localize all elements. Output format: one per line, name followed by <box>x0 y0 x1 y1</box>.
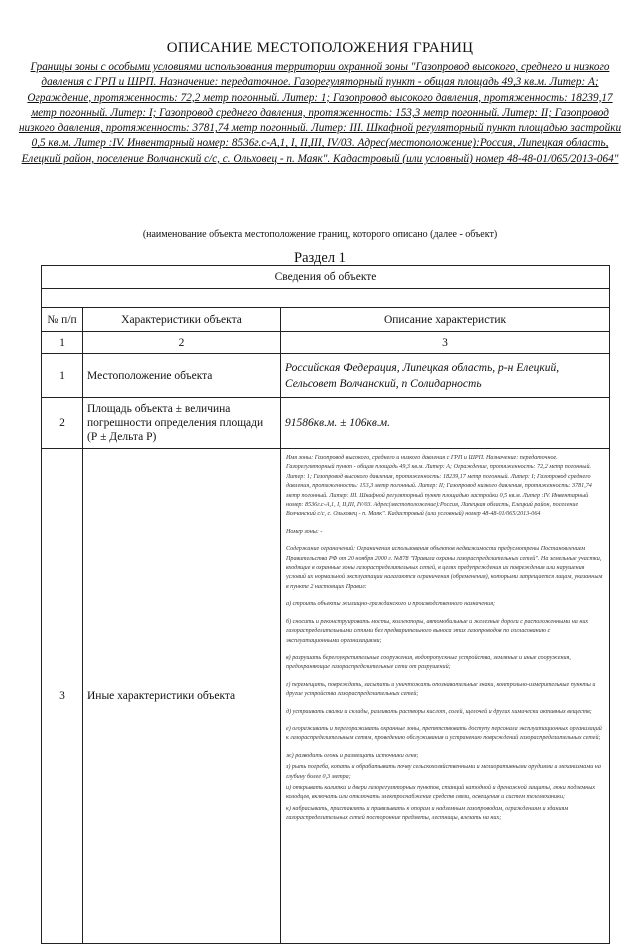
row-number: 2 <box>42 398 83 449</box>
restriction-item: з) рыть погреба, копать и обрабатывать почву сельскохозяйственными и мелиоративными орудиями и механизмами на глубину более 0,3 метра; <box>286 764 601 780</box>
column-number: 1 <box>42 332 83 354</box>
spacer-cell <box>42 289 610 308</box>
restriction-item: г) перемещать, повреждать, засыпать и уничтожать опознавательные знаки, контрольно-измерительные пункты и другие устройства газораспределительных сетей; <box>286 681 596 698</box>
section-title: Раздел 1 <box>294 250 346 266</box>
restriction-item: а) строить объекты жилищно-гражданского и производственного назначения; <box>286 601 496 608</box>
restriction-item: ж) разводить огонь и размещать источники огня; <box>286 752 419 759</box>
restriction-item: б) сносить и реконструировать мосты, коллекторы, автомобильные и железные дороги с расположенными на них газораспределительными сетями без предварительного выноса этих газопроводов по согласованию с эксплуатационными организациями; <box>286 618 589 644</box>
restriction-item: и) открывать калитки и двери газорегуляторных пунктов, станций катодной и дренажной защиты, люки подземных колодцев, включать или отключать электроснабжение средств связи, освещения и систем телемеханики; <box>286 784 596 801</box>
column-header-description: Описание характеристик <box>281 308 610 332</box>
restriction-item: е) огораживать и перегораживать охранные зоны, препятствовать доступу персонала эксплуатационных организаций к газораспределительным сетям, проведению обслуживания и устранению повреждений газораспределительных сетей; <box>286 725 602 742</box>
zone-number-paragraph: Номер зоны: - <box>286 528 323 535</box>
table-heading: Сведения об объекте <box>42 266 610 289</box>
characteristic-name: Иные характеристики объекта <box>83 449 281 944</box>
column-header-number: № п/п <box>42 308 83 332</box>
column-numbers-row <box>42 332 610 354</box>
object-caption: (наименование объекта местоположение границ, которого описано (далее - объект) <box>142 229 498 240</box>
column-header-characteristic: Характеристики объекта <box>83 308 281 332</box>
column-number: 2 <box>83 332 281 354</box>
characteristic-value: Российская Федерация, Липецкая область, р-н Елецкий, Сельсовет Волчанский, п Солидарность <box>281 354 610 398</box>
table-spacer-row <box>42 289 610 308</box>
characteristic-name: Местоположение объекта <box>83 354 281 398</box>
object-info-table <box>41 265 610 944</box>
other-characteristics-text <box>286 454 604 943</box>
table-row <box>42 449 610 944</box>
boundary-description: Границы зоны с особыми условиями использования территории охранной зоны "Газопровод высокого, среднего и низкого давления с ГРП и ШРП. Назначение: передаточное. Газорегуляторный пункт - общая площадь 49,3 кв.м. Литер: А; Ограждение, протяженность: 72,2 метр погонный. Литер: 1; Газопровод высокого давления, протяженность: 18239,17 метр погонный. Литер: I; Газопровод среднего давления, протяженность: 153,3 метр погонный. Литер: II; Газопровод низкого давления, протяженность: 3781,74 метр погонный. Литер: III. Шкафной регуляторный пункт площадью застройки 0,5 кв.м. Литер :IV. Инвентарный номер: 8536г.с-А,1, I, II,III, IV/03. Адрес(местоположение):Россия, Липецкая область, Елецкий район, поселение Волчанский с/с, с. Ольховец - п. Маяк". Кадастровый (или условный) номер 48-48-01/065/2013-064" <box>18 61 622 165</box>
characteristic-name: Площадь объекта ± величина погрешности определения площади (Р ± Дельта Р) <box>83 398 281 449</box>
other-characteristics-cell <box>281 449 610 944</box>
table-header-row <box>42 308 610 332</box>
restrictions-paragraph: Содержание ограничений: Ограничения использования объектов недвижимости предусмотрены Постановлением Правительства РФ от 20 ноября 2000 г. №878 "Правила охраны газораспределительных сетей". На земельные участки, входящие в охранные зоны газораспределительных сетей, в целях предупреждения их повреждения или нарушения условий их нормальной эксплуатации налагаются ограничения (обременения), которыми запрещается лицам, указанным в пункте 2 настоящих Правил: <box>286 546 603 590</box>
table-title-row <box>42 266 610 289</box>
zone-name-paragraph: Имя зоны: Газопровод высокого, среднего и низкого давления с ГРП и ШРП. Назначение: передаточное. Газорегуляторный пункт - общая площадь 49,3 кв.м. Литер: А; Ограждение, протяженность: 72,2 метр погонный. Литер: 1; Газопровод высокого давления, протяженность: 18239,17 метр погонный. Литер: I; Газопровод среднего давления, протяженность: 153,3 метр погонный. Литер: II; Газопровод низкого давления, протяженность: 3781,74 метр погонный. Литер: III. Шкафной регуляторный пункт площадью застройки 0,5 кв.м. Литер :IV. Инвентарный номер: 8536г.с-А,1, I, II,III, IV/03. Адрес(местоположение):Россия, Липецкая область, Елецкий район, поселение Волчанский с/с, с. Ольховец - п. Маяк". Кадастровый (или условный) номер 48-48-01/065/2013-064 <box>286 455 592 518</box>
restriction-item: в) разрушать берегоукрепительные сооружения, водопропускные устройства, земляные и иные сооружения, предохраняющие газораспределительные сети от разрушений; <box>286 654 571 671</box>
restriction-item: д) устраивать свалки и склады, разливать растворы кислот, солей, щелочей и других химически активных веществ; <box>286 708 592 715</box>
document-title: ОПИСАНИЕ МЕСТОПОЛОЖЕНИЯ ГРАНИЦ <box>166 40 474 56</box>
restriction-item: к) набрасывать, приставлять и привязывать к опорам и надземным газопроводам, ограждениям и зданиям газораспределительных сетей посторонние предметы, лестницы, влезать на них; <box>286 805 569 822</box>
row-number: 3 <box>42 449 83 944</box>
table-row <box>42 354 610 398</box>
row-number: 1 <box>42 354 83 398</box>
column-number: 3 <box>281 332 610 354</box>
table-row <box>42 398 610 449</box>
characteristic-value: 91586кв.м. ± 106кв.м. <box>281 398 610 449</box>
